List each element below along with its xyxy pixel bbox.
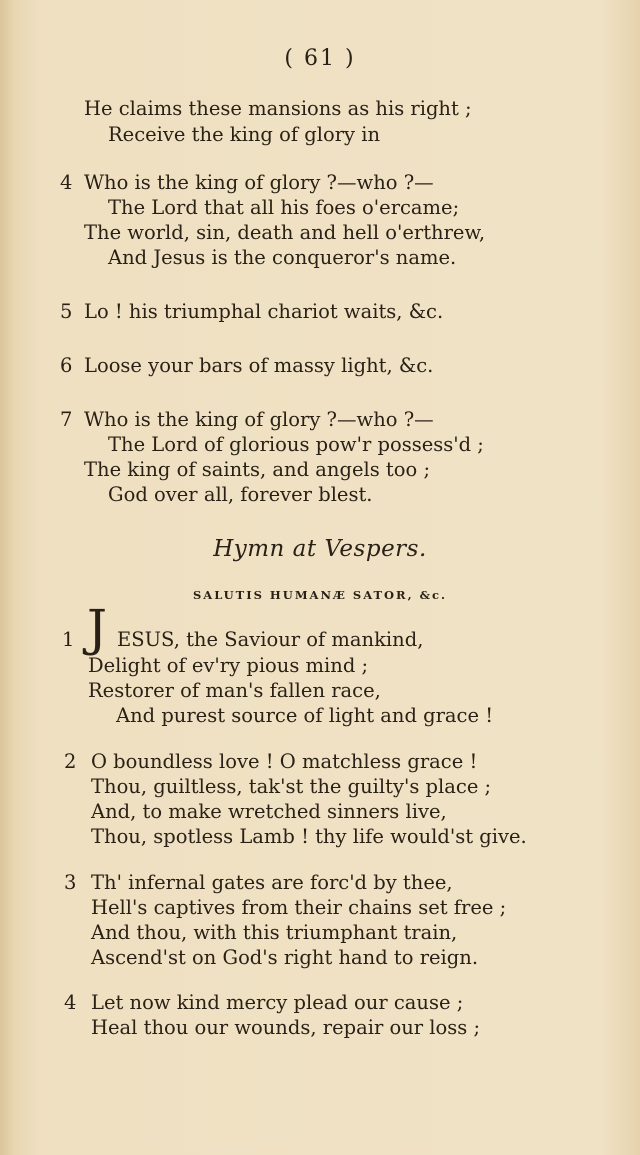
verse-number: 5 — [60, 300, 73, 323]
verse-number: 3 — [64, 871, 77, 894]
verse-number: 2 — [64, 750, 77, 773]
verse-number: 7 — [60, 408, 73, 431]
verse-line: O boundless love ! O matchless grace ! — [91, 750, 478, 773]
verse-line: Th' infernal gates are forc'd by thee, — [91, 871, 453, 894]
verse-line: Heal thou our wounds, repair our loss ; — [91, 1016, 481, 1039]
verse-line: Hell's captives from their chains set free ; — [91, 896, 507, 919]
verse-line: ESUS, the Saviour of mankind, — [117, 628, 424, 651]
page-number: ( 61 ) — [284, 46, 356, 71]
hymn-subtitle: SALUTIS HUMANÆ SATOR, &c. — [192, 588, 448, 602]
verse-line: And purest source of light and grace ! — [116, 704, 494, 727]
verse-line: Loose your bars of massy light, &c. — [84, 354, 434, 377]
verse-number: 4 — [64, 991, 77, 1014]
verse-line: Thou, spotless Lamb ! thy life would'st give. — [91, 825, 527, 848]
verse-line: Who is the king of glory ?—who ?— — [84, 408, 434, 431]
verse-line: The king of saints, and angels too ; — [84, 458, 431, 481]
verse-line: He claims these mansions as his right ; — [84, 97, 472, 120]
verse-number: 1 — [62, 628, 75, 651]
verse-line: The Lord that all his foes o'ercame; — [108, 196, 460, 219]
verse-line: And thou, with this triumphant train, — [91, 921, 458, 944]
verse-number: 6 — [60, 354, 73, 377]
verse-line: Restorer of man's fallen race, — [88, 679, 381, 702]
verse-line: And, to make wretched sinners live, — [91, 800, 447, 823]
verse-line: God over all, forever blest. — [108, 483, 373, 506]
verse-line: The Lord of glorious pow'r possess'd ; — [108, 433, 484, 456]
verse-line: The world, sin, death and hell o'erthrew, — [84, 221, 486, 244]
verse-line: Lo ! his triumphal chariot waits, &c. — [84, 300, 444, 323]
verse-line: Delight of ev'ry pious mind ; — [88, 654, 369, 677]
verse-line: Who is the king of glory ?—who ?— — [84, 171, 434, 194]
verse-line: And Jesus is the conqueror's name. — [108, 246, 457, 269]
verse-line: Receive the king of glory in — [108, 123, 381, 146]
verse-number: 4 — [60, 171, 73, 194]
verse-line: Let now kind mercy plead our cause ; — [91, 991, 464, 1014]
hymn-title: Hymn at Vespers. — [213, 536, 427, 562]
verse-line: Thou, guiltless, tak'st the guilty's place ; — [91, 775, 492, 798]
verse-line: Ascend'st on God's right hand to reign. — [91, 946, 479, 969]
drop-cap: J — [87, 599, 108, 657]
